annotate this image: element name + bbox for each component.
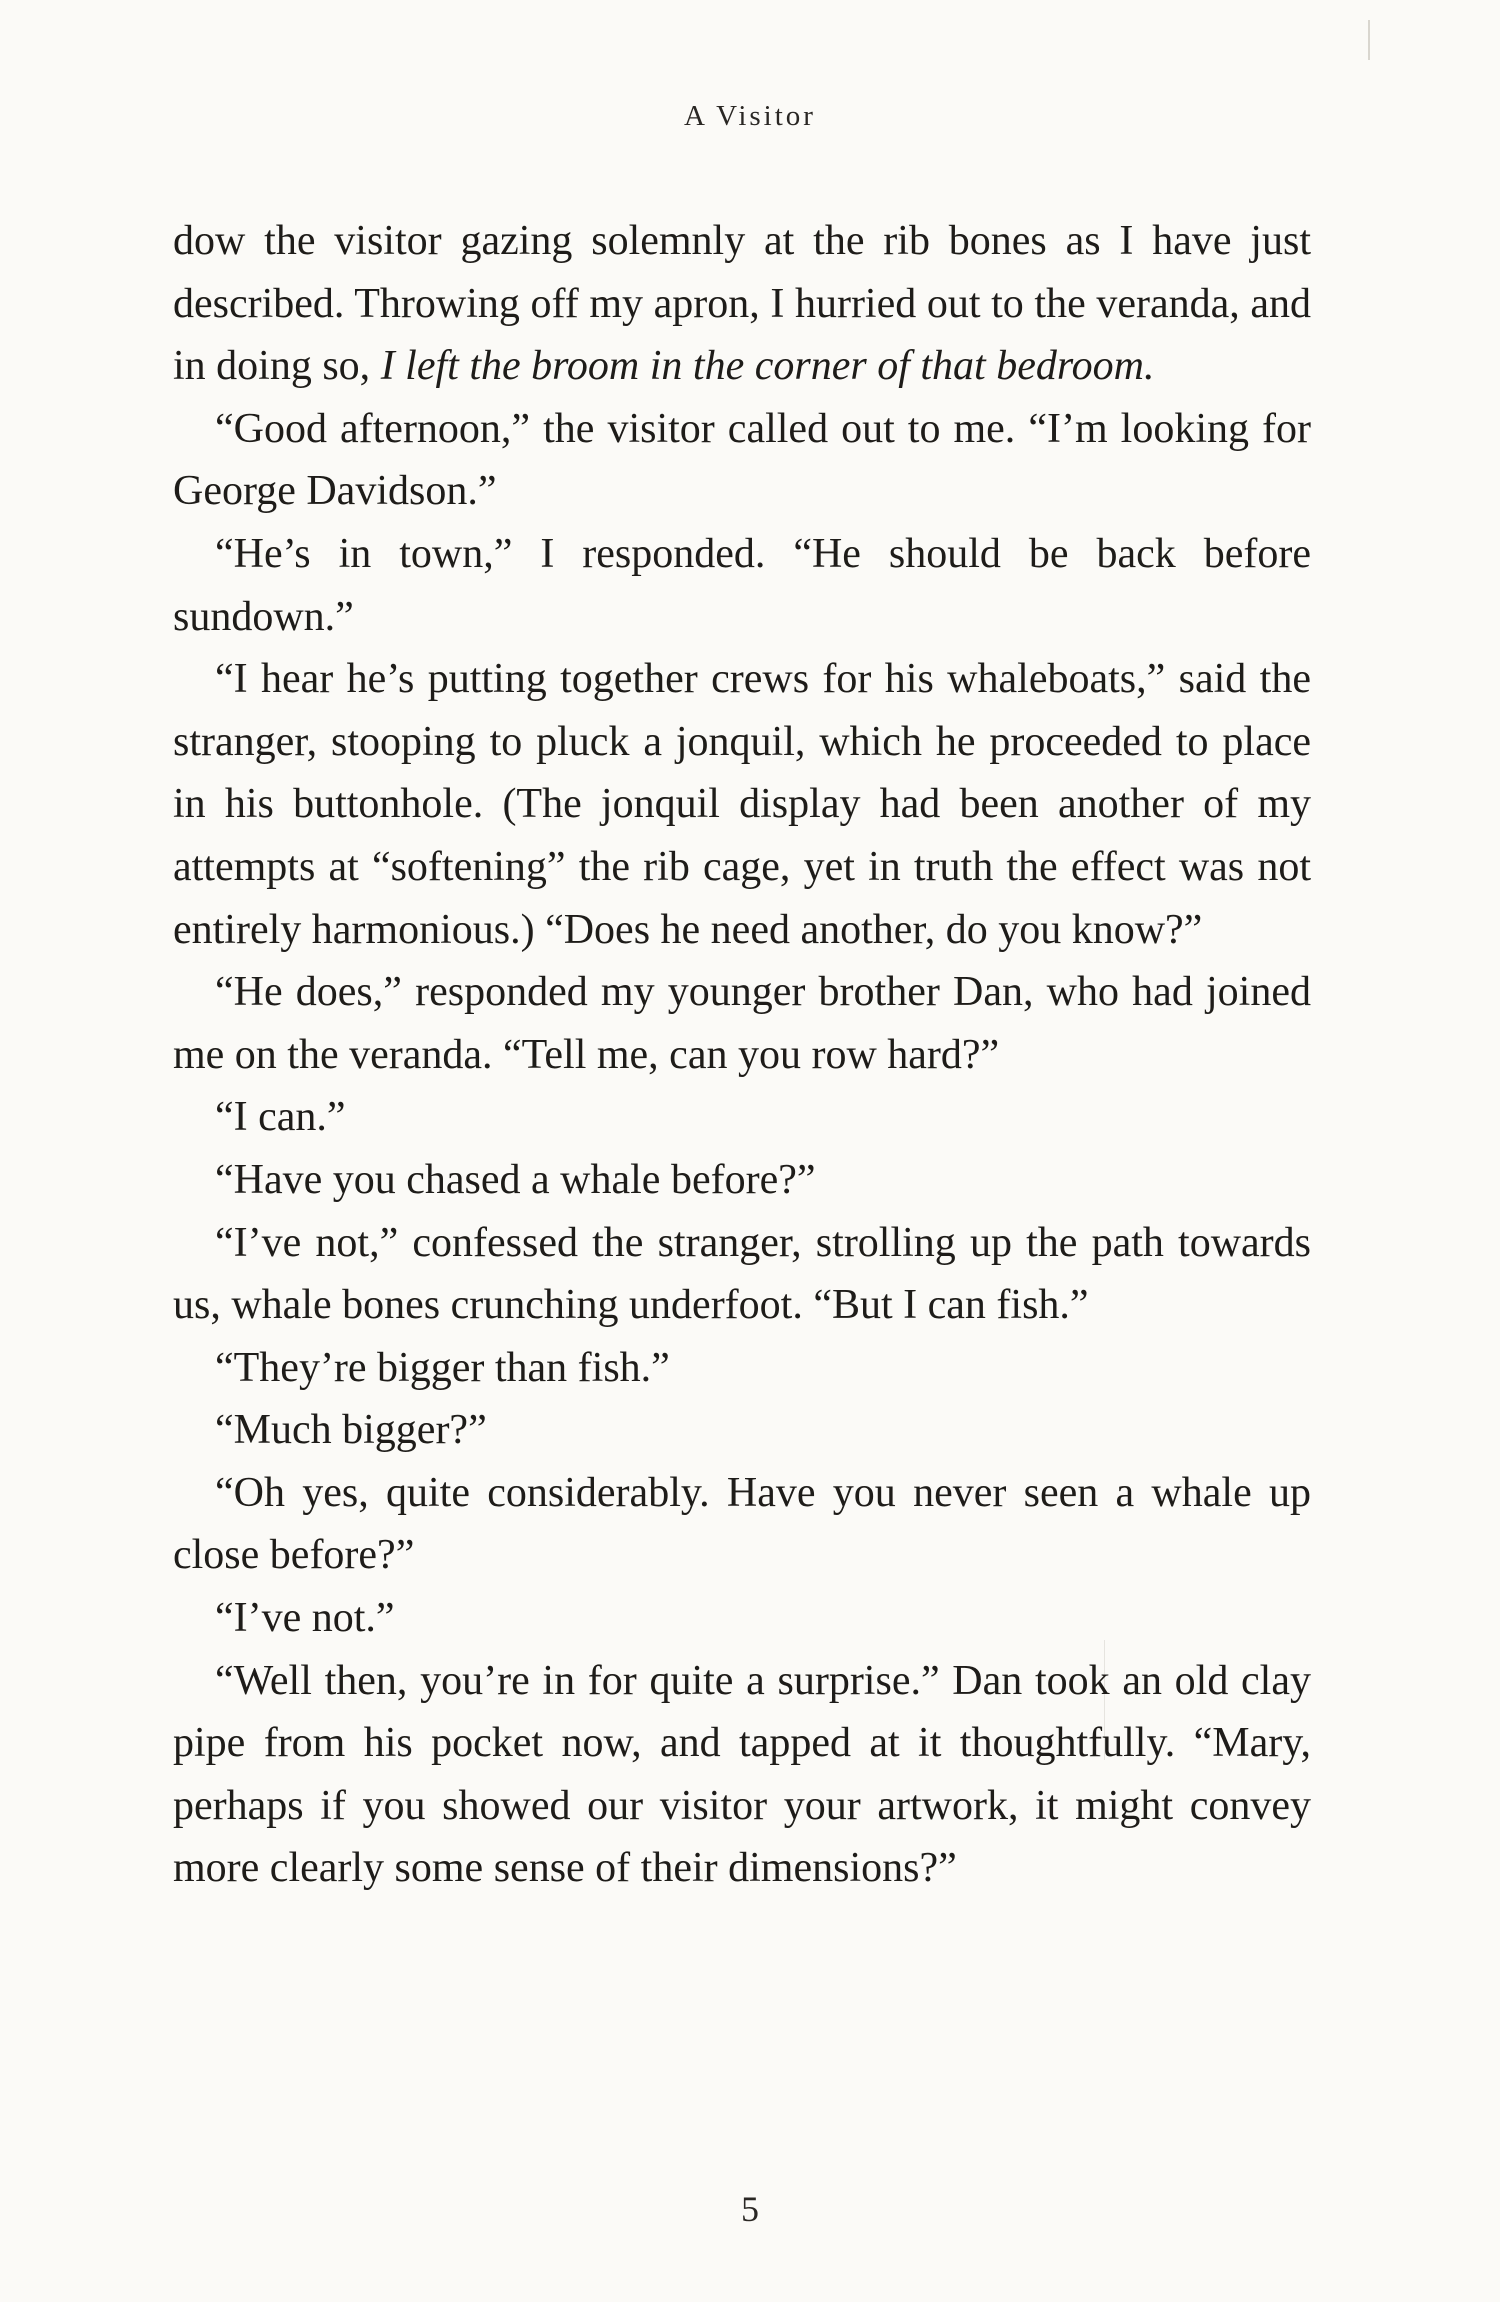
scan-artifact-line [1368, 20, 1370, 60]
running-header: A Visitor [684, 100, 816, 132]
paragraph-1-text: dow the visitor gazing solemnly at the rib bones as I have just described. Throwing off my apron, I hurried out to the veranda, and in doing so, [173, 218, 1311, 390]
paragraph-10: “Much bigger?” [215, 1407, 487, 1454]
paragraph-2: “Good afternoon,” the visitor called out to me. “I’m looking for George Davidson.” [173, 405, 1311, 515]
paragraph-8: “I’ve not,” confessed the stranger, strolling up the path towards us, whale bones crunching underfoot. “But I can fish.” [173, 1219, 1311, 1329]
paragraph-4: “I hear he’s putting together crews for his whaleboats,” said the stranger, stooping to pluck a jonquil, which he proceeded to place in his buttonhole. (The jonquil display had been another of my attempts at “softening” the rib cage, yet in truth the effect was not entirely harmonious.) “Does he need another, do you know?” [173, 656, 1311, 953]
paragraph-3: “He’s in town,” I responded. “He should be back before sundown.” [173, 530, 1311, 640]
paragraph-12: “I’ve not.” [215, 1595, 395, 1642]
paragraph-9: “They’re bigger than fish.” [215, 1344, 670, 1391]
paragraph-1-emphasis: I left the broom in the corner of that bedroom. [380, 343, 1155, 390]
body-text [173, 210, 1311, 1900]
paragraph-6: “I can.” [215, 1094, 346, 1141]
paragraph-5: “He does,” responded my younger brother Dan, who had joined me on the veranda. “Tell me, can you row hard?” [173, 969, 1311, 1078]
paragraph-11: “Oh yes, quite considerably. Have you never seen a whale up close before?” [173, 1469, 1311, 1579]
paragraph-1 [173, 210, 1311, 398]
paragraph-13: “Well then, you’re in for quite a surprise.” Dan took an old clay pipe from his pocket now, and tapped at it thoughtfully. “Mary, perhaps if you showed our visitor your artwork, it might convey more clearly some sense of their dimensions?” [173, 1657, 1311, 1892]
paragraph-7: “Have you chased a whale before?” [215, 1156, 816, 1203]
page-number: 5 [741, 2189, 759, 2229]
